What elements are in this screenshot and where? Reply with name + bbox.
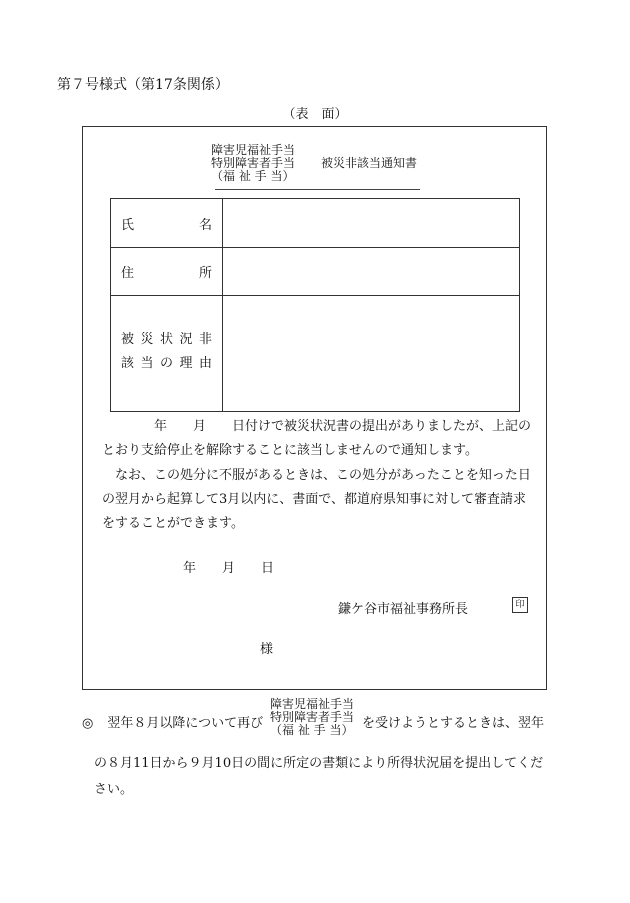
seal-mark: 印 xyxy=(512,597,528,613)
reason-value xyxy=(223,295,519,411)
title-underline xyxy=(215,189,420,190)
notice-paragraph-2 xyxy=(102,464,531,536)
label-cell-name xyxy=(111,199,223,247)
footer-note-line-1 xyxy=(82,712,263,731)
issuer-name: 鎌ケ谷市福祉事務所長 xyxy=(338,602,469,617)
paragraph-line: をすることができます。 xyxy=(102,516,244,531)
label-address: 住 所 xyxy=(121,266,212,281)
footer-allowance-1: 障害児福祉手当 xyxy=(270,697,355,711)
allowance-name-2: 特別障害者手当 xyxy=(211,156,296,170)
allowance-name-3: （福 祉 手 当） xyxy=(211,169,295,183)
addressee-suffix: 様 xyxy=(260,642,274,657)
label-reason xyxy=(121,328,212,376)
label-name: 氏 名 xyxy=(121,218,212,233)
paragraph-line: とおり支給停止を解除することに該当しませんので通知します。 xyxy=(102,443,478,458)
date-placeholder: 年 月 日 xyxy=(183,561,275,576)
footer-text-after: を受けようとするときは、翌年 xyxy=(362,716,545,731)
face-label: （表 面） xyxy=(282,107,348,122)
bullet-mark: ◎ xyxy=(82,716,94,731)
label-cell-address xyxy=(111,247,223,295)
name-value xyxy=(223,199,519,247)
allowance-name-1: 障害児福祉手当 xyxy=(211,143,296,157)
notice-title xyxy=(211,143,418,183)
paragraph-line: なお、この処分に不服があるときは、この処分があったことを知った日 xyxy=(102,468,531,483)
notice-name: 被災非該当通知書 xyxy=(321,156,418,170)
footer-allowance-2: 特別障害者手当 xyxy=(270,710,355,724)
footer-allowance-3: （福 祉 手 当） xyxy=(270,723,354,737)
footer-allowance-names xyxy=(270,698,354,737)
address-value xyxy=(223,247,519,295)
form-number: 第７号様式（第17条関係） xyxy=(57,77,229,93)
footer-note-line-3: さい。 xyxy=(94,782,134,797)
label-reason-line-1: 被災状況非 xyxy=(121,332,212,347)
paragraph-line: の翌月から起算して3月以内に、書面で、都道府県知事に対して審査請求 xyxy=(102,492,527,507)
notice-table xyxy=(110,198,520,412)
notice-paragraph-1 xyxy=(102,415,532,463)
label-reason-line-2: 該当の理由 xyxy=(121,356,212,371)
footer-text-before: 翌年８月以降について再び xyxy=(107,716,264,731)
footer-note-line-2: の８月11日から９月10日の間に所定の書類により所得状況届を提出してくだ xyxy=(94,756,544,771)
label-cell-reason xyxy=(111,295,223,411)
paragraph-line: 年 月 日付けで被災状況書の提出がありましたが、上記の xyxy=(102,419,532,434)
